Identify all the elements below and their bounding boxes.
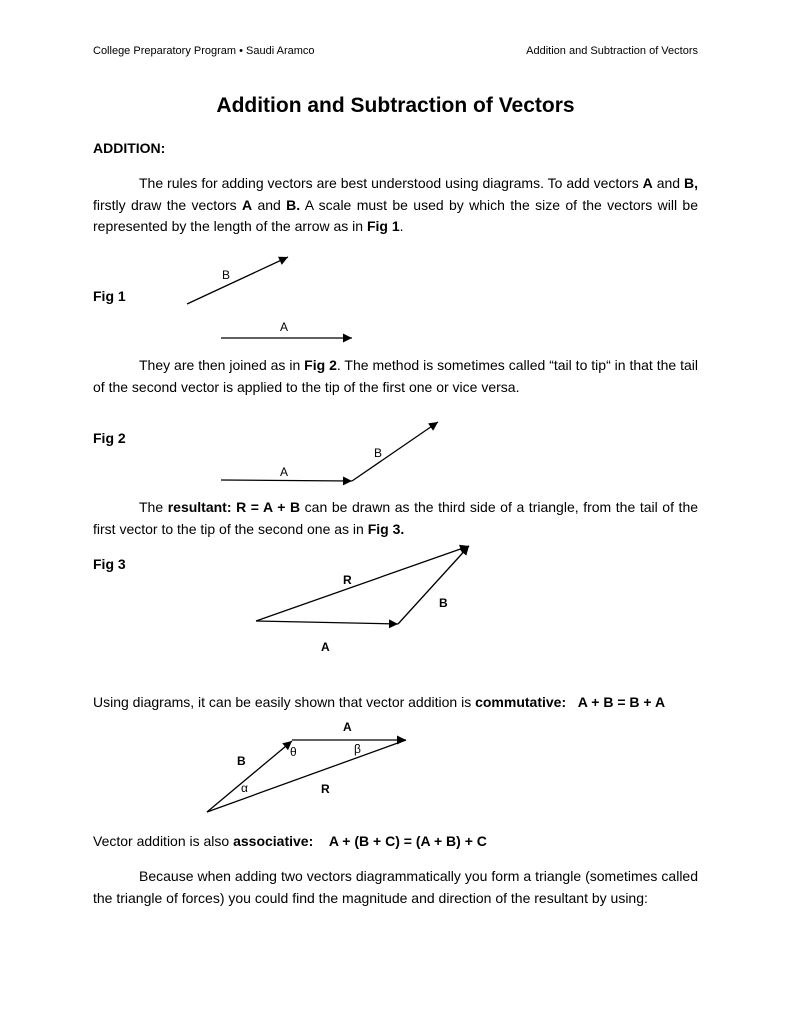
fig3-vector-r <box>256 546 469 621</box>
fig1-label-b: B <box>222 268 231 282</box>
paragraph-resultant: The resultant: R = A + B can be drawn as the third side of a triangle, from the tail of the first vector to the tip of the second one as in Fig 3. <box>93 499 699 537</box>
paragraph-triangle-of-forces: Because when adding two vectors diagrammatically you form a triangle (sometimes called the triangle of forces) you could find the magnitude and direction of the resultant by using: <box>93 868 698 906</box>
comm-vector-b <box>207 741 292 812</box>
fig1-label: Fig 1 <box>93 288 126 304</box>
comm-vector-r <box>207 740 406 812</box>
comm-angle-theta: θ <box>290 745 297 759</box>
fig3-vector-a <box>256 621 398 624</box>
fig1-diagram <box>187 257 352 338</box>
comm-label-r: R <box>321 782 330 796</box>
commutative-line: Using diagrams, it can be easily shown that vector addition is commutative: A + B = B + A <box>93 694 666 710</box>
fig2-vector-b <box>352 422 438 481</box>
paragraph-tail-to-tip: They are then joined as in Fig 2. The method is sometimes called “tail to tip“ in that the tail of the second vector is applied to the tip of the first one or vice versa. <box>93 357 699 395</box>
section-heading-addition: ADDITION: <box>93 140 166 156</box>
header-right: Addition and Subtraction of Vectors <box>526 45 698 57</box>
commutative-diagram <box>207 720 406 812</box>
comm-angle-beta: β <box>354 742 361 756</box>
fig2-vector-a <box>221 480 352 481</box>
fig2-diagram <box>221 422 438 481</box>
fig3-label: Fig 3 <box>93 556 126 572</box>
comm-label-a: A <box>343 720 352 734</box>
fig3-diagram <box>256 546 469 654</box>
fig1-vector-b <box>187 257 288 304</box>
fig1-label-a: A <box>280 320 289 334</box>
fig2-label-b: B <box>374 446 383 460</box>
paragraph-intro: The rules for adding vectors are best understood using diagrams. To add vectors A and B, firstly draw the vectors A and B. A scale must be used by which the size of the vectors will be represented by the length of the arrow as in Fig 1. <box>93 175 698 234</box>
comm-label-b: B <box>237 754 246 768</box>
fig2-label-a: A <box>280 465 289 479</box>
comm-angle-alpha: α <box>241 781 248 795</box>
fig3-label-a: A <box>321 640 330 654</box>
fig3-label-b: B <box>439 596 448 610</box>
fig3-vector-b <box>398 546 469 624</box>
associative-line: Vector addition is also associative: A + (B + C) = (A + B) + C <box>93 833 487 849</box>
fig2-label: Fig 2 <box>93 430 126 446</box>
page-title: Addition and Subtraction of Vectors <box>216 94 575 117</box>
fig3-label-r: R <box>343 573 352 587</box>
header-left: College Preparatory Program • Saudi Aramco <box>93 45 315 57</box>
